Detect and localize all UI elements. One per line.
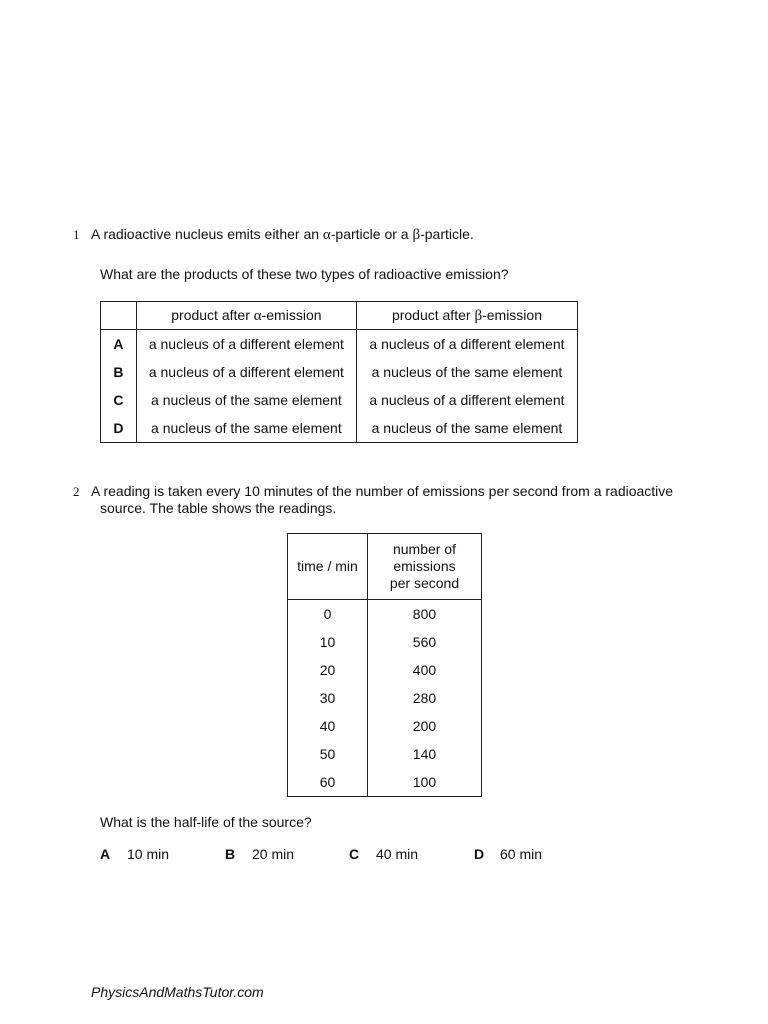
table-row xyxy=(101,330,578,359)
question-2-number: 2 xyxy=(73,484,80,499)
option-key: B xyxy=(101,358,137,386)
count-cell: 560 xyxy=(367,628,481,656)
header-time: time / min xyxy=(288,534,368,600)
table-row xyxy=(288,684,482,712)
option-d-key: D xyxy=(474,846,485,862)
table-row xyxy=(288,712,482,740)
table-row xyxy=(101,386,578,414)
count-cell: 400 xyxy=(367,656,481,684)
option-key: A xyxy=(101,330,137,359)
header-beta-emission: product after β-emission xyxy=(356,302,577,330)
question-1-stem: A radioactive nucleus emits either an α-particle or a β-particle. xyxy=(91,226,474,243)
alpha-symbol: α xyxy=(322,227,331,243)
table-row xyxy=(288,768,482,797)
option-c-key: C xyxy=(349,846,360,862)
count-cell: 280 xyxy=(367,684,481,712)
count-cell: 200 xyxy=(367,712,481,740)
question-1-prompt: What are the products of these two types of radioactive emission? xyxy=(100,266,509,282)
beta-product: a nucleus of the same element xyxy=(356,414,577,443)
count-cell: 800 xyxy=(367,600,481,629)
question-2-stem-line-1: A reading is taken every 10 minutes of the number of emissions per second from a radioactive xyxy=(91,483,674,499)
table-row xyxy=(288,628,482,656)
alpha-product: a nucleus of the same element xyxy=(136,414,356,443)
question-2-stem-line-2: source. The table shows the readings. xyxy=(100,500,337,516)
count-cell: 100 xyxy=(367,768,481,797)
table-row xyxy=(101,414,578,443)
beta-product: a nucleus of a different element xyxy=(356,330,577,359)
option-a-value: 10 min xyxy=(127,846,170,862)
option-b-key: B xyxy=(225,846,236,862)
table-header-row xyxy=(101,302,578,330)
time-cell: 30 xyxy=(288,684,368,712)
readings-table xyxy=(287,533,482,797)
table-header-row xyxy=(288,534,482,600)
time-cell: 40 xyxy=(288,712,368,740)
time-cell: 50 xyxy=(288,740,368,768)
table-row xyxy=(288,656,482,684)
option-key: D xyxy=(101,414,137,443)
beta-symbol: β xyxy=(412,227,421,243)
footer-site-name: PhysicsAndMathsTutor.com xyxy=(91,984,264,1000)
question-2-prompt: What is the half-life of the source? xyxy=(100,814,312,830)
question-1-number: 1 xyxy=(73,227,80,242)
emission-products-table xyxy=(100,301,578,443)
option-c-value: 40 min xyxy=(376,846,419,862)
alpha-product: a nucleus of the same element xyxy=(136,386,356,414)
alpha-product: a nucleus of a different element xyxy=(136,330,356,359)
time-cell: 20 xyxy=(288,656,368,684)
count-cell: 140 xyxy=(367,740,481,768)
beta-product: a nucleus of a different element xyxy=(356,386,577,414)
header-blank-cell xyxy=(101,302,137,330)
time-cell: 60 xyxy=(288,768,368,797)
table-row xyxy=(101,358,578,386)
table-row xyxy=(288,600,482,629)
option-key: C xyxy=(101,386,137,414)
alpha-product: a nucleus of a different element xyxy=(136,358,356,386)
time-cell: 10 xyxy=(288,628,368,656)
header-alpha-emission: product after α-emission xyxy=(136,302,356,330)
option-a-key: A xyxy=(100,846,111,862)
option-b-value: 20 min xyxy=(252,846,295,862)
option-d-value: 60 min xyxy=(500,846,543,862)
header-emissions: number of emissions per second xyxy=(367,534,481,600)
beta-product: a nucleus of the same element xyxy=(356,358,577,386)
table-row xyxy=(288,740,482,768)
time-cell: 0 xyxy=(288,600,368,629)
